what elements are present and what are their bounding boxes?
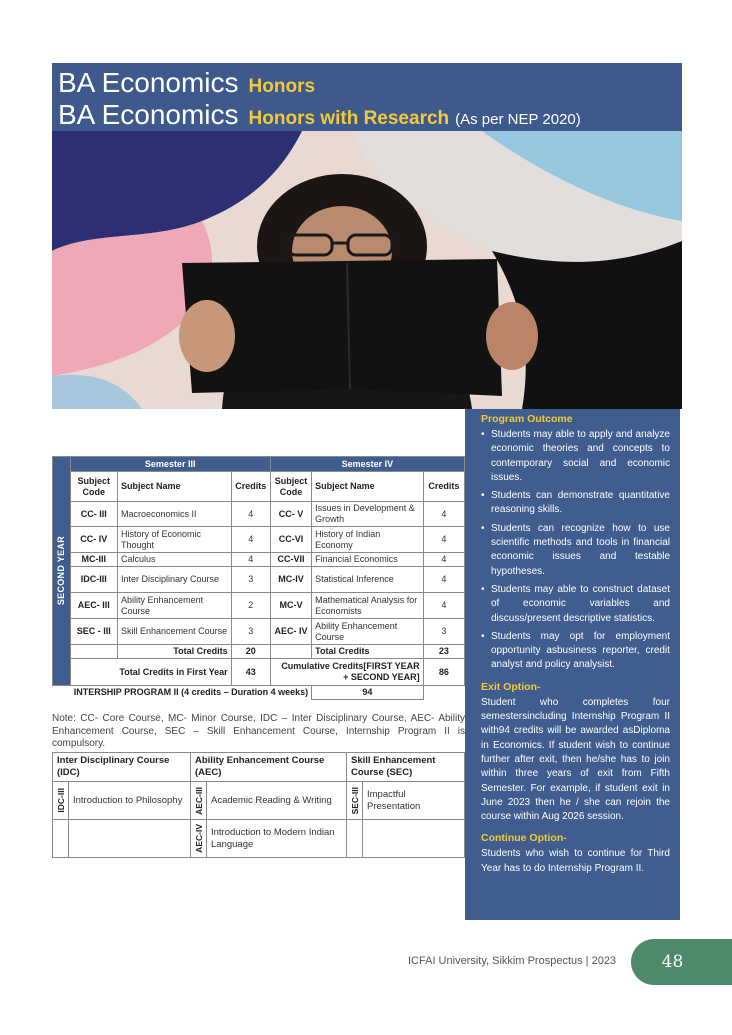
subject-code: CC- V [270, 502, 311, 527]
exit-option-text: Student who completes four semestersincluding Internship Program II with94 credits will be awarded asDiploma in Economics. If student wish to continue further after exit, then he/she has to join within three years of exit from Fifth Semester. For example, if student exit in June 2023 then he / she can rejoin the course within Aug 2026 session. [481, 696, 670, 823]
cumulative-credits-label: Cumulative Credits[FIRST YEAR + SECOND YEAR] [270, 659, 423, 686]
program-variant-2: Honors with Research [248, 108, 450, 129]
subject-name: Ability Enhancement Course [312, 619, 424, 645]
subject-credits: 3 [423, 619, 464, 645]
table-row [53, 593, 465, 619]
total-credits-label-3: Total Credits [118, 645, 232, 659]
list-item: • Students can recognize how to use scientific methods and tools in financial economic issues and testable hypotheses. [481, 522, 670, 577]
subject-code: CC- III [70, 502, 117, 527]
subject-name: Financial Economics [312, 553, 424, 567]
footer-text: ICFAI University, Sikkim Prospectus | 2023 [408, 955, 617, 967]
total-credits-3: 20 [231, 645, 270, 659]
table-row [53, 782, 465, 820]
totals-row [53, 645, 465, 659]
first-year-credits: 43 [231, 659, 270, 686]
table-row [53, 567, 465, 593]
first-year-credits-label: Total Credits in First Year [70, 659, 231, 686]
idc-code: IDC-III [53, 782, 69, 820]
subject-credits: 4 [423, 553, 464, 567]
list-item: • Students may able to apply and analyze economic theories and concepts to contemporary social and economic issues. [481, 429, 670, 483]
title-line-2 [58, 99, 682, 131]
subject-code: MC-V [270, 593, 311, 619]
program-info-panel [465, 409, 680, 920]
page-number: 48 [631, 939, 732, 985]
subject-credits: 4 [423, 593, 464, 619]
col-credits-4: Credits [423, 472, 464, 502]
table-row [53, 502, 465, 527]
subject-credits: 4 [231, 502, 270, 527]
hero-photo [52, 131, 682, 409]
aec-code-2: AEC-IV [191, 820, 207, 858]
exit-option-heading: Exit Option- [481, 680, 541, 693]
subject-code: AEC- IV [270, 619, 311, 645]
subject-credits: 4 [423, 527, 464, 553]
continue-option-heading: Continue Option- [481, 832, 567, 845]
subject-code: CC-VII [270, 553, 311, 567]
list-item: • Students may opt for employment opportunity asbusiness reporter, credit analyst and policy analysist. [481, 630, 670, 671]
subject-code: AEC- III [70, 593, 117, 619]
hero-photo-illustration [52, 131, 682, 409]
subject-name: Mathematical Analysis for Economists [312, 593, 424, 619]
course-table [52, 752, 465, 858]
program-variant: Honors [248, 76, 316, 97]
subject-credits: 3 [231, 567, 270, 593]
semester-4-heading: Semester IV [270, 457, 464, 472]
subject-credits: 4 [423, 502, 464, 527]
subject-name: History of Indian Economy [312, 527, 424, 553]
total-credits-4: 23 [423, 645, 464, 659]
subject-credits: 3 [231, 619, 270, 645]
outcome-list [481, 428, 670, 673]
subject-credits: 4 [423, 567, 464, 593]
col-credits: Credits [231, 472, 270, 502]
total-credits-label-4: Total Credits [312, 645, 424, 659]
semester-3-heading: Semester III [70, 457, 270, 472]
sec-course: Impactful Presentation [363, 782, 465, 820]
col-subject-name: Subject Name [118, 472, 232, 502]
aec-course-2: Introduction to Modern Indian Language [207, 820, 347, 858]
internship-row [53, 686, 465, 700]
internship-credits: 94 [312, 686, 424, 700]
year-side-label: SECOND YEAR [53, 457, 71, 686]
table-row [53, 619, 465, 645]
subject-name: Ability Enhancement Course [118, 593, 232, 619]
continue-option-text: Students who wish to continue for Third Year has to do Internship Program II. [481, 848, 670, 874]
aec-code: AEC-III [191, 782, 207, 820]
aec-course: Academic Reading & Writing [207, 782, 347, 820]
subject-credits: 4 [231, 527, 270, 553]
col-subject-name-4: Subject Name [312, 472, 424, 502]
aec-heading: Ability Enhancement Course (AEC) [191, 753, 347, 782]
subject-code: CC-VI [270, 527, 311, 553]
subject-code: SEC - III [70, 619, 117, 645]
col-subject-code-4: Subject Code [270, 472, 311, 502]
subject-credits: 2 [231, 593, 270, 619]
sec-code: SEC-III [347, 782, 363, 820]
title-band [52, 63, 682, 131]
subject-name: Inter Disciplinary Course [118, 567, 232, 593]
subject-name: Macroeconomics II [118, 502, 232, 527]
list-item: • Students may able to construct dataset of economic variables and discuss/present descriptive statistics. [481, 583, 670, 624]
cumulative-row [53, 659, 465, 686]
abbreviation-note: Note: CC- Core Course, MC- Minor Course, IDC – Inter Disciplinary Course, AEC- Ability Enhancement Course, SEC – Skill Enhancement Course, Internship Program II is compulsory. [52, 713, 465, 749]
table-row [53, 553, 465, 567]
subject-code: MC-IV [270, 567, 311, 593]
semester-table [52, 456, 465, 700]
subject-code: IDC-III [70, 567, 117, 593]
subject-name: Issues in Development & Growth [312, 502, 424, 527]
subject-code: MC-III [70, 553, 117, 567]
title-line-1 [58, 67, 682, 99]
subject-code: CC- IV [70, 527, 117, 553]
subject-name: History of Economic Thought [118, 527, 232, 553]
table-row [53, 527, 465, 553]
col-subject-code: Subject Code [70, 472, 117, 502]
program-outcome-heading: Program Outcome [481, 413, 573, 425]
subject-credits: 4 [231, 553, 270, 567]
cumulative-credits: 86 [423, 659, 464, 686]
nep-note: (As per NEP 2020) [455, 111, 581, 128]
idc-heading: Inter Disciplinary Course (IDC) [53, 753, 191, 782]
subject-name: Statistical Inference [312, 567, 424, 593]
list-item: • Students can demonstrate quantitative reasoning skills. [481, 490, 670, 516]
table-row [53, 820, 465, 858]
subject-name: Skill Enhancement Course [118, 619, 232, 645]
program-title-2: BA Economics [58, 99, 239, 130]
sec-heading: Skill Enhancement Course (SEC) [347, 753, 465, 782]
subject-name: Calculus [118, 553, 232, 567]
internship-label: INTERSHIP PROGRAM II (4 credits – Duration 4 weeks) [53, 686, 312, 700]
idc-course: Introduction to Philosophy [69, 782, 191, 820]
program-title: BA Economics [58, 67, 239, 98]
